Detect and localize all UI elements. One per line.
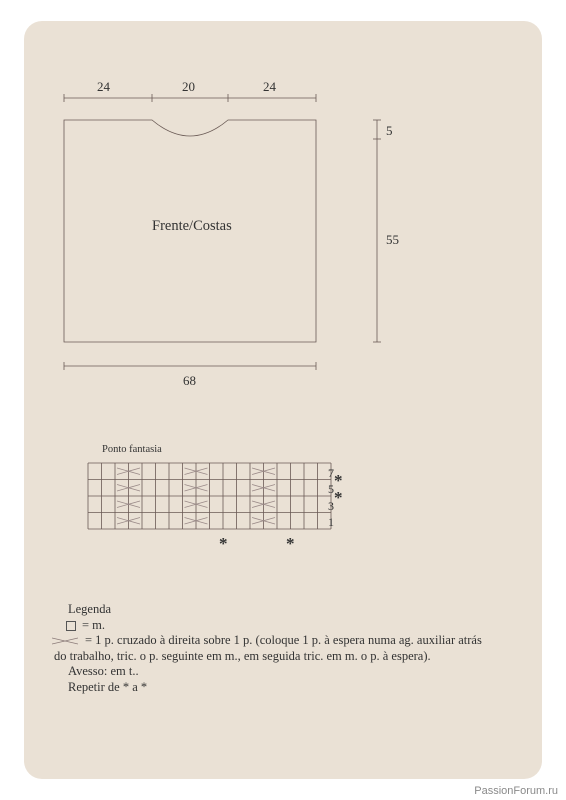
legend-square-row: = m. xyxy=(68,618,508,634)
legend-cross-row-cont: do trabalho, tric. o p. seguinte em m., em seguida tric. em m. o p. à espera). xyxy=(54,648,431,663)
chart-title: Ponto fantasia xyxy=(102,444,162,455)
watermark: PassionForum.ru xyxy=(474,785,558,797)
row-number-3: 3 xyxy=(328,499,334,513)
top-dim-middle: 20 xyxy=(182,79,195,94)
right-dim-small: 5 xyxy=(386,123,393,138)
panel-label: Frente/Costas xyxy=(152,218,232,234)
top-dim-left: 24 xyxy=(97,79,110,94)
repeat-start-asterisk: * xyxy=(219,534,228,553)
legend-repetir: Repetir de * a * xyxy=(68,679,148,694)
cross-stitch-icon xyxy=(52,636,78,646)
right-dim-big: 55 xyxy=(386,232,399,247)
side-asterisk-upper: * xyxy=(334,471,343,490)
stitch-chart-grid xyxy=(88,463,331,529)
legend-cross-row: = 1 p. cruzado à direita sobre 1 p. (coloque 1 p. à espera numa ag. auxiliar atrás xyxy=(68,633,508,649)
legend xyxy=(54,602,508,695)
side-asterisk-lower: * xyxy=(334,488,343,507)
row-number-7: 7 xyxy=(328,466,334,480)
legend-avesso: Avesso: em t.. xyxy=(68,664,139,678)
top-dim-right: 24 xyxy=(263,79,276,94)
square-icon xyxy=(66,621,76,631)
row-number-1: 1 xyxy=(328,515,334,529)
bottom-dim: 68 xyxy=(183,373,196,388)
repeat-end-asterisk: * xyxy=(286,534,295,553)
legend-title: Legenda xyxy=(68,602,112,616)
row-number-5: 5 xyxy=(328,482,334,496)
